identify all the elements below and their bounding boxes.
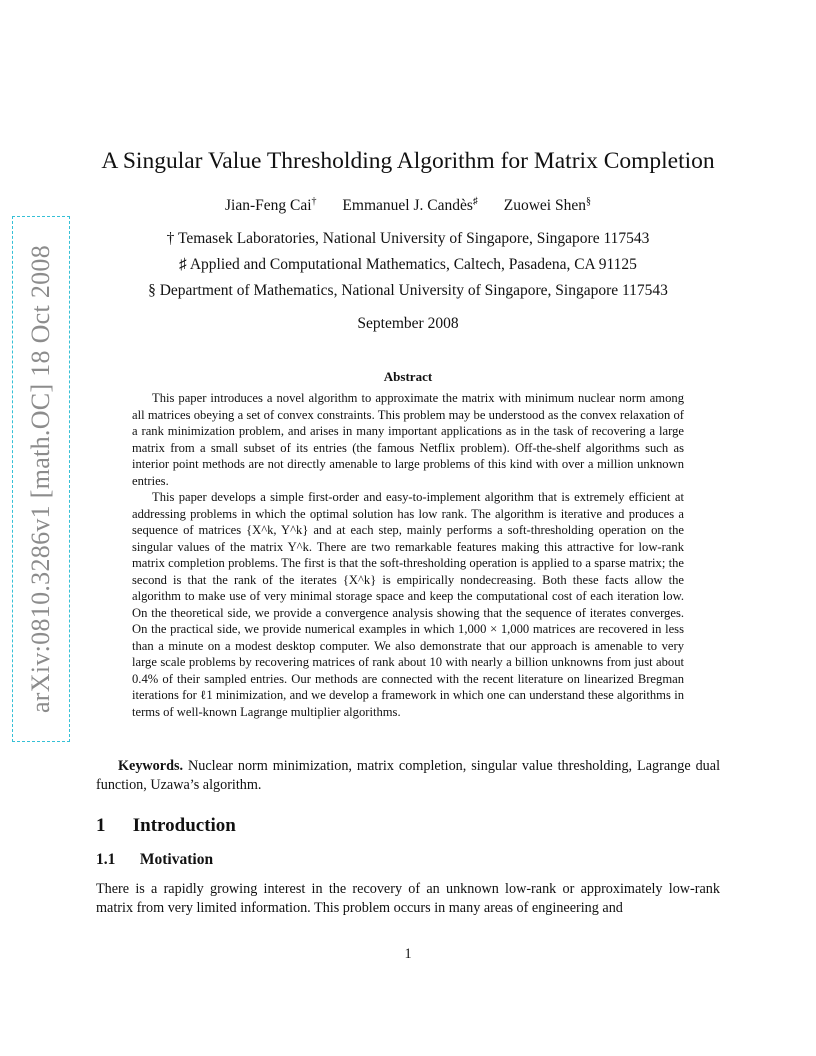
- abstract-body: [132, 390, 684, 720]
- abstract-heading: Abstract: [383, 369, 433, 384]
- paper-title: A Singular Value Thresholding Algorithm for Matrix Completion: [101, 148, 715, 174]
- affiliation: † Temasek Laboratories, National University of Singapore, Singapore 117543: [166, 230, 650, 247]
- keywords-label: Keywords.: [118, 758, 184, 774]
- author: Jian-Feng Cai†: [225, 196, 317, 214]
- section-heading: [96, 815, 236, 837]
- subsection-heading: [96, 851, 213, 869]
- subsection-number: 1.1: [96, 851, 116, 868]
- affiliation: ♯ Applied and Computational Mathematics, Caltech, Pasadena, CA 91125: [179, 256, 637, 273]
- keywords: [96, 757, 720, 795]
- section-number: 1: [96, 815, 106, 836]
- author-list: [0, 196, 816, 215]
- subsection-title: Motivation: [139, 851, 214, 868]
- author: Zuowei Shen§: [503, 196, 591, 214]
- page-number: 1: [404, 946, 412, 962]
- author: Emmanuel J. Candès♯: [342, 196, 478, 214]
- keywords-text: Nuclear norm minimization, matrix completion, singular value thresholding, Lagrange dual function, Uzawa’s algorithm.: [96, 758, 721, 793]
- section-title: Introduction: [132, 815, 236, 836]
- abstract-paragraph: This paper develops a simple first-order and easy-to-implement algorithm that is extremely efficient at addressing problems in which the optimal solution has low rank. The algorithm is iterative and produces a sequence of matrices {X^k, Y^k} and at each step, mainly performs a soft-thresholding operation on the singular values of the matrix Y^k. There are two remarkable features making this attractive for low-rank matrix completion problems. The first is that the soft-thresholding operation is applied to a sparse matrix; the second is that the rank of the iterates {X^k} is empirically nondecreasing. Both these facts allow the algorithm to make use of very minimal storage space and keep the computational cost of each iteration low. On the theoretical side, we provide a convergence analysis showing that the sequence of iterates converges. On the practical side, we provide numerical examples in which 1,000 × 1,000 matrices are recovered in less than a minute on a modest desktop computer. We also demonstrate that our approach is amenable to very large scale problems by recovering matrices of rank about 10 with nearly a billion unknowns from just about 0.4% of their sampled entries. Our methods are connected with the recent literature on linearized Bregman iterations for ℓ1 minimization, and we develop a framework in which one can understand these algorithms in terms of well-known Lagrange multiplier algorithms.: [132, 490, 684, 719]
- intro-paragraph: There is a rapidly growing interest in the recovery of an unknown low-rank or approximately low-rank matrix from very limited information. This problem occurs in many areas of engineering and: [96, 881, 720, 916]
- abstract-paragraph: This paper introduces a novel algorithm to approximate the matrix with minimum nuclear norm among all matrices obeying a set of convex constraints. This problem may be understood as the convex relaxation of a rank minimization problem, and arises in many important applications as in the task of recovering a large matrix from a small subset of its entries (the famous Netflix problem). Off-the-shelf algorithms such as interior point methods are not directly amenable to large problems of this kind with over a million unknown entries.: [132, 391, 684, 488]
- affiliation: § Department of Mathematics, National University of Singapore, Singapore 117543: [148, 282, 668, 299]
- publication-date: September 2008: [357, 315, 459, 332]
- arxiv-identifier: arXiv:0810.3286v1 [math.OC] 18 Oct 2008: [26, 244, 55, 714]
